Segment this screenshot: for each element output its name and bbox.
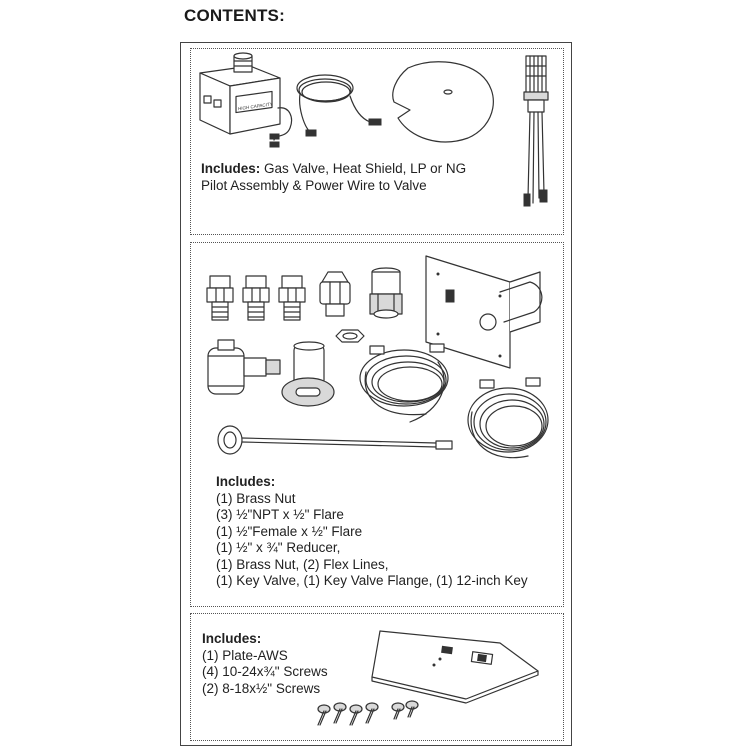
panel2-item: (3) ½"NPT x ½" Flare [216, 507, 344, 522]
flex-line-1-image [360, 344, 448, 422]
panel3-item: (1) Plate-AWS [202, 647, 288, 663]
escutcheon-image [282, 342, 334, 406]
panel1-line2: Pilot Assembly & Power Wire to Valve [201, 177, 427, 193]
panel2-item: (1) ½" x ¾" Reducer, [216, 540, 341, 555]
panel3-item: (2) 8-18x½" Screws [202, 680, 321, 696]
power-wire-image [297, 75, 381, 136]
plate-aws-image [372, 631, 538, 703]
key-image [218, 426, 452, 454]
pilot-assembly-image [524, 56, 548, 206]
reducer-image [370, 268, 402, 318]
panel2-item: (1) Key Valve, (1) Key Valve Flange, (1) 12-inch Key [216, 573, 528, 588]
panel3-includes-text [202, 631, 328, 697]
heat-shield-image [393, 62, 494, 142]
panel3-item: (4) 10-24x¾" Screws [202, 664, 328, 679]
flex-line-2-image [468, 378, 548, 458]
screws-8-18-image [392, 701, 418, 719]
panel1-line1: Gas Valve, Heat Shield, LP or NG [260, 161, 467, 176]
panel2-includes-text [216, 474, 528, 590]
panel1-includes-label: Includes: [201, 161, 261, 176]
female-flare-fitting-image [320, 272, 350, 316]
gas-valve-illustration [190, 48, 564, 235]
panel2-item: (1) ½"Female x ½" Flare [216, 523, 363, 539]
svg-text:HIGH CAPACITY: HIGH CAPACITY [238, 101, 273, 112]
panel2-includes-label: Includes: [216, 474, 276, 489]
key-valve-image [208, 340, 280, 394]
panel2-item: (1) Brass Nut, (2) Flex Lines, [216, 556, 389, 572]
brass-nut-image [336, 330, 364, 342]
contents-heading: CONTENTS: [184, 6, 285, 25]
panel2-item: (1) Brass Nut [216, 490, 296, 506]
npt-flare-fittings-image [207, 276, 305, 320]
screws-10-24-image [318, 703, 378, 725]
panel1-includes-text [201, 161, 466, 194]
panel3-includes-label: Includes: [202, 631, 262, 646]
gas-valve-box-image [200, 53, 292, 147]
